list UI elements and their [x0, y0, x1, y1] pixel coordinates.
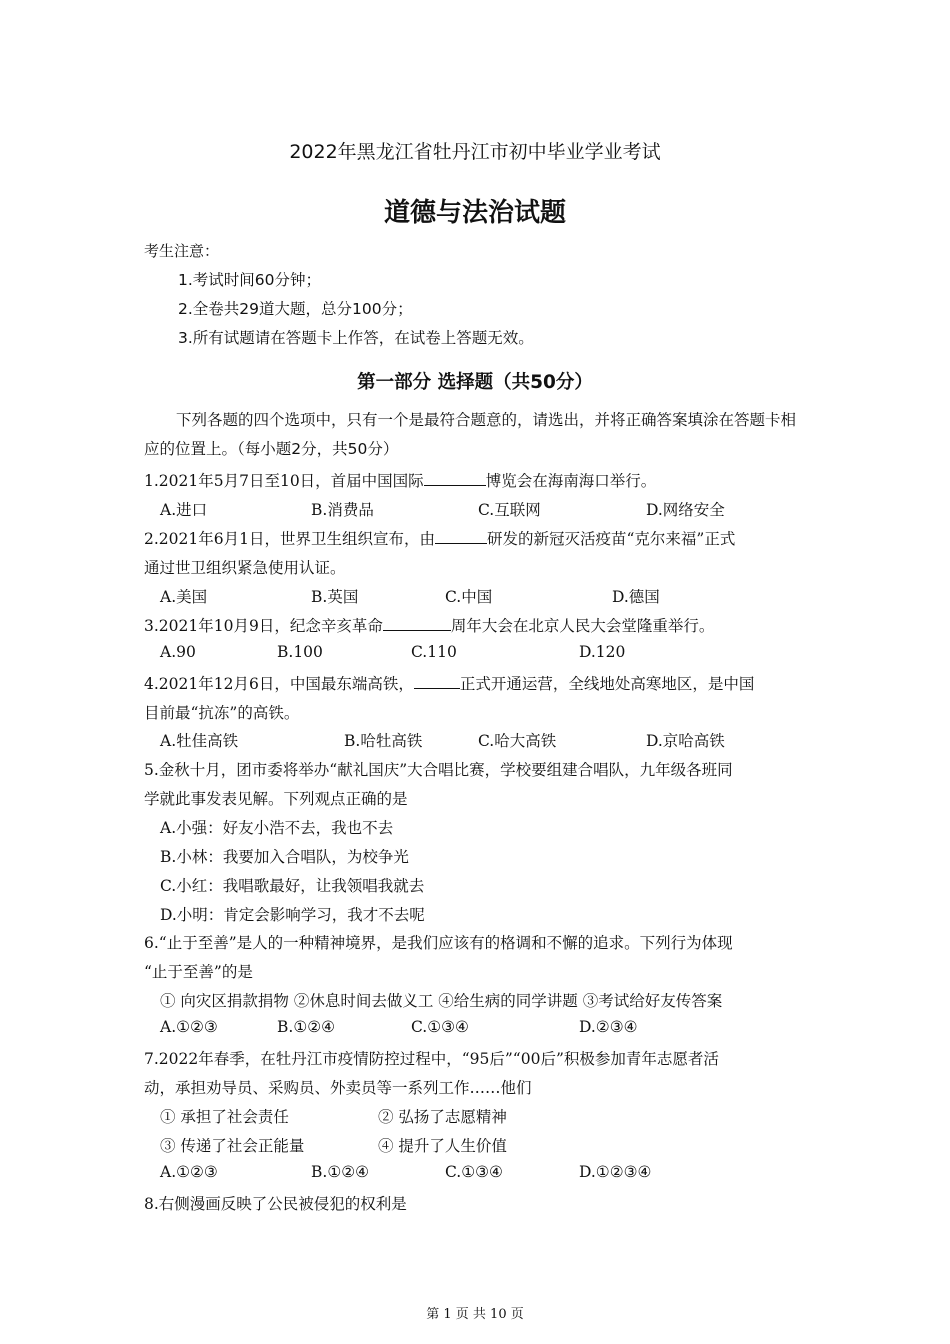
notice-heading: 考生注意： [144, 242, 220, 260]
option-b: B.①②④ [311, 1163, 370, 1181]
exam-title: 2022年黑龙江省牡丹江市初中毕业学业考试 [289, 141, 661, 163]
section-instructions: 下列各题的四个选项中，只有一个是最符合题意的，请选出，并将正确答案填涂在答题卡相应的位置上。（每小题2分，共50分） [144, 411, 797, 458]
option-c: C.110 [411, 643, 457, 661]
option-d: D.120 [579, 643, 626, 661]
option-c: C.哈大高铁 [478, 732, 557, 750]
question-text: 学就此事发表见解。下列观点正确的是 [144, 790, 408, 808]
option-a: A.①②③ [160, 1163, 218, 1181]
question-text: 正式开通运营，全线地处高寒地区，是中国 [459, 675, 755, 693]
statement: ④ 提升了人生价值 [378, 1137, 507, 1155]
answer-blank [435, 529, 487, 544]
question-text: 2.2021年6月1日，世界卫生组织宣布，由 [144, 530, 435, 548]
statement: ② 弘扬了志愿精神 [378, 1108, 507, 1126]
page-footer: 第 1 页 共 10 页 [426, 1307, 524, 1322]
question-text: 3.2021年10月9日，纪念辛亥革命 [144, 617, 383, 635]
option-a: A.90 [160, 643, 196, 661]
option-c: C.①③④ [411, 1018, 469, 1036]
option-c: C.中国 [445, 588, 493, 606]
question-text: 通过世卫组织紧急使用认证。 [144, 559, 346, 577]
option-b: B.英国 [311, 588, 359, 606]
subject-title: 道德与法治试题 [383, 198, 566, 228]
option-d: D.①②③④ [579, 1163, 652, 1181]
statement: ③ 传递了社会正能量 [160, 1137, 305, 1155]
section-title: 第一部分 选择题（共50分） [357, 372, 593, 393]
notice-item: 3.所有试题请在答题卡上作答，在试卷上答题无效。 [178, 329, 534, 347]
option-a: A.进口 [160, 501, 208, 519]
option-d: D.德国 [612, 588, 660, 606]
question-text: 研发的新冠灭活疫苗“克尔来福”正式 [486, 530, 736, 548]
option-a: A.牡佳高铁 [160, 732, 239, 750]
question-3 [144, 614, 714, 636]
option-b: B.哈牡高铁 [344, 732, 423, 750]
question-2 [144, 527, 735, 549]
option-a: A.①②③ [160, 1018, 218, 1036]
option-d: D.②③④ [579, 1018, 638, 1036]
option-c: C.小红：我唱歌最好，让我领唱我就去 [160, 877, 425, 895]
option-b: B.消费品 [311, 501, 374, 519]
question-1 [144, 469, 656, 491]
option-b: B.小林：我要加入合唱队，为校争光 [160, 848, 409, 866]
question-text: 动，承担劝导员、采购员、外卖员等一系列工作……他们 [144, 1079, 532, 1097]
option-c: C.互联网 [478, 501, 541, 519]
question-8: 8.右侧漫画反映了公民被侵犯的权利是 [144, 1195, 407, 1213]
question-4 [144, 672, 754, 694]
question-text: 4.2021年12月6日，中国最东端高铁， [144, 675, 414, 693]
option-d: D.小明：肯定会影响学习，我才不去呢 [160, 906, 425, 924]
option-b: B.100 [277, 643, 323, 661]
question-5: 5.金秋十月，团市委将举办“献礼国庆”大合唱比赛，学校要组建合唱队，九年级各班同 [144, 761, 733, 779]
question-text: 博览会在海南海口举行。 [485, 472, 657, 490]
answer-blank [383, 616, 451, 631]
option-d: D.京哈高铁 [646, 732, 725, 750]
question-text: 目前最“抗冻”的高铁。 [144, 704, 300, 722]
notice-item: 1.考试时间60分钟； [178, 271, 322, 289]
option-a: A.小强：好友小浩不去，我也不去 [160, 819, 394, 837]
option-a: A.美国 [160, 588, 208, 606]
answer-blank [424, 471, 486, 486]
notice-item: 2.全卷共29道大题，总分100分； [178, 300, 413, 318]
question-7: 7.2022年春季，在牡丹江市疫情防控过程中，“95后”“00后”积极参加青年志愿者活 [144, 1050, 719, 1068]
option-c: C.①③④ [445, 1163, 503, 1181]
question-text: “止于至善”的是 [144, 963, 253, 981]
question-text: 周年大会在北京人民大会堂隆重举行。 [450, 617, 715, 635]
statement: ① 承担了社会责任 [160, 1108, 289, 1126]
question-text: 1.2021年5月7日至10日，首届中国国际 [144, 472, 424, 490]
statement-list: ① 向灾区捐款捐物 ②休息时间去做义工 ④给生病的同学讲题 ③考试给好友传答案 [160, 992, 723, 1010]
option-d: D.网络安全 [646, 501, 725, 519]
question-6: 6.“止于至善”是人的一种精神境界，是我们应该有的格调和不懈的追求。下列行为体现 [144, 934, 733, 952]
option-b: B.①②④ [277, 1018, 336, 1036]
answer-blank [414, 674, 460, 689]
